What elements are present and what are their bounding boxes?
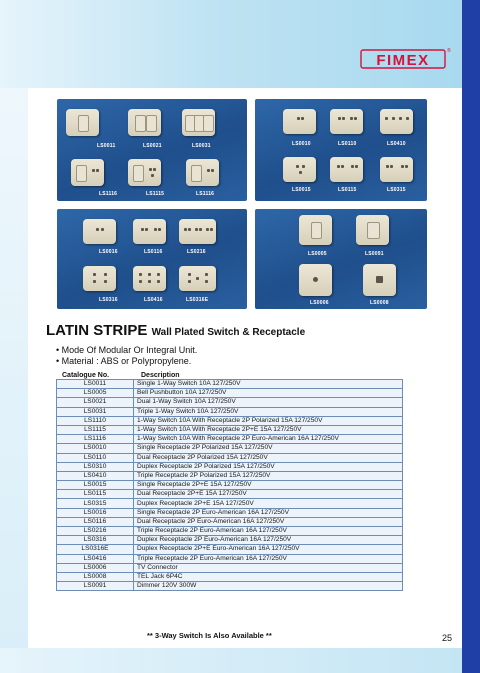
product-code: LS0021 (143, 143, 162, 149)
table-row (57, 462, 403, 471)
catalogue-number: LS0216 (57, 527, 134, 536)
receptacle-plate (133, 219, 166, 244)
table-row (57, 554, 403, 563)
catalogue-number: LS0316E (57, 545, 134, 554)
switch-receptacle-plate (186, 159, 219, 186)
product-description: Dimmer 120V 300W (134, 582, 403, 591)
tel-jack-plate (363, 264, 396, 296)
receptacle-plate (83, 266, 116, 291)
product-description: Single 1-Way Switch 10A 127/250V (134, 380, 403, 389)
table-row (57, 380, 403, 389)
product-code: LS0008 (370, 300, 389, 306)
switch-plate (128, 109, 161, 136)
product-code: LS0091 (365, 251, 384, 257)
table-row (57, 407, 403, 416)
product-description: TV Connector (134, 563, 403, 572)
product-code: LS0416 (144, 297, 163, 303)
feature-item: • Material : ABS or Polypropylene. (56, 356, 197, 367)
product-description: Triple Receptacle 2P Polarized 15A 127/250V (134, 471, 403, 480)
footer-band (0, 648, 462, 673)
page-number: 25 (442, 633, 453, 643)
catalogue-table (56, 379, 403, 591)
receptacle-plate (179, 266, 216, 291)
catalogue-number: LS0315 (57, 499, 134, 508)
catalogue-number: LS0115 (57, 490, 134, 499)
title-subtitle: Wall Plated Switch & Receptacle (151, 327, 306, 338)
product-code: LS0316E (186, 297, 209, 303)
catalogue-number: LS0021 (57, 398, 134, 407)
switch-receptacle-plate (128, 159, 161, 186)
product-code: LS0006 (310, 300, 329, 306)
product-description: Dual Receptacle 2P Polarized 15A 127/250V (134, 453, 403, 462)
receptacle-plate (330, 109, 363, 134)
product-code: LS0315 (387, 187, 406, 193)
receptacle-plate (283, 109, 316, 134)
catalogue-number: LS0416 (57, 554, 134, 563)
catalogue-number: LS0006 (57, 563, 134, 572)
svg-text:FIMEX: FIMEX (376, 52, 430, 69)
product-description: 1-Way Switch 10A With Receptacle 2P Polarized 15A 127/250V (134, 416, 403, 425)
product-description: TEL Jack 6P4C (134, 572, 403, 581)
product-panel-special (255, 209, 427, 309)
product-code: LS0015 (292, 187, 311, 193)
availability-note: ** 3-Way Switch Is Also Available ** (147, 631, 272, 640)
table-row (57, 545, 403, 554)
table-row (57, 582, 403, 591)
catalogue-number: LS1110 (57, 416, 134, 425)
catalogue-number: LS0310 (57, 462, 134, 471)
catalogue-number: LS0091 (57, 582, 134, 591)
product-code: LS0031 (192, 143, 211, 149)
product-panel-euro-receptacles (57, 209, 247, 309)
table-row (57, 490, 403, 499)
page-title (46, 322, 305, 339)
product-description: Triple 1-Way Switch 10A 127/250V (134, 407, 403, 416)
table-row (57, 416, 403, 425)
bell-pushbutton-plate (299, 215, 332, 245)
receptacle-plate (179, 219, 216, 244)
product-code: LS1116 (99, 191, 118, 197)
column-header-catalogue: Catalogue No. (62, 372, 110, 379)
product-code: LS0011 (97, 143, 116, 149)
catalogue-number: LS0005 (57, 389, 134, 398)
title-main: LATIN STRIPE (46, 322, 148, 339)
catalogue-number: LS1116 (57, 435, 134, 444)
product-description: Dual Receptacle 2P Euro-American 16A 127/250V (134, 517, 403, 526)
product-code: LS0110 (338, 141, 357, 147)
product-description: Dual 1-Way Switch 10A 127/250V (134, 398, 403, 407)
product-description: 1-Way Switch 10A With Receptacle 2P+E 15A 127/250V (134, 425, 403, 434)
product-panel-receptacles (255, 99, 427, 201)
product-code: LS0005 (308, 251, 327, 257)
receptacle-plate (83, 219, 116, 244)
catalogue-number: LS0116 (57, 517, 134, 526)
table-row (57, 471, 403, 480)
product-description: Dual Receptacle 2P+E 15A 127/250V (134, 490, 403, 499)
receptacle-plate (330, 157, 363, 182)
receptacle-plate (380, 157, 413, 182)
catalogue-number: LS0316 (57, 536, 134, 545)
table-row (57, 563, 403, 572)
catalogue-number: LS0011 (57, 380, 134, 389)
catalogue-number: LS1115 (57, 425, 134, 434)
product-code: LS0016 (99, 249, 118, 255)
table-row (57, 398, 403, 407)
product-description: Duplex Receptacle 2P Polarized 15A 127/250V (134, 462, 403, 471)
header-band (0, 0, 462, 88)
product-code: LS0410 (387, 141, 406, 147)
product-code: LS0116 (144, 249, 163, 255)
catalogue-number: LS0016 (57, 508, 134, 517)
switch-plate (182, 109, 215, 136)
table-row (57, 389, 403, 398)
table-row (57, 527, 403, 536)
catalogue-number: LS0010 (57, 444, 134, 453)
product-description: Single Receptacle 2P+E 15A 127/250V (134, 481, 403, 490)
switch-plate (66, 109, 99, 136)
product-description: Triple Receptacle 2P Euro-American 16A 127/250V (134, 527, 403, 536)
left-decor-strip (0, 88, 28, 673)
fimex-logo (360, 46, 450, 72)
tv-connector-plate (299, 264, 332, 296)
product-description: Bell Pushbutton 10A 127/250V (134, 389, 403, 398)
catalogue-number: LS0031 (57, 407, 134, 416)
table-row (57, 536, 403, 545)
table-row (57, 444, 403, 453)
table-row (57, 425, 403, 434)
feature-list (56, 345, 197, 367)
product-description: 1-Way Switch 10A With Receptacle 2P Euro-American 16A 127/250V (134, 435, 403, 444)
catalogue-number: LS0110 (57, 453, 134, 462)
table-row (57, 453, 403, 462)
product-description: Duplex Receptacle 2P Euro-American 16A 127/250V (134, 536, 403, 545)
dimmer-plate (356, 215, 389, 245)
product-code: LS0316 (99, 297, 118, 303)
product-description: Single Receptacle 2P Euro-American 16A 127/250V (134, 508, 403, 517)
product-code: LS1115 (146, 191, 165, 197)
table-row (57, 572, 403, 581)
column-header-description: Description (141, 372, 180, 379)
product-description: Duplex Receptacle 2P+E Euro-American 16A 127/250V (134, 545, 403, 554)
product-code: LS0115 (338, 187, 357, 193)
catalogue-number: LS0008 (57, 572, 134, 581)
receptacle-plate (133, 266, 166, 291)
catalogue-number: LS0410 (57, 471, 134, 480)
table-row (57, 517, 403, 526)
right-accent-bar (462, 0, 480, 673)
product-panel-switches (57, 99, 247, 201)
product-code: LS0010 (292, 141, 311, 147)
catalogue-number: LS0015 (57, 481, 134, 490)
feature-item: • Mode Of Modular Or Integral Unit. (56, 345, 197, 356)
receptacle-plate (283, 157, 316, 182)
receptacle-plate (380, 109, 413, 134)
product-description: Single Receptacle 2P Polarized 15A 127/250V (134, 444, 403, 453)
product-description: Duplex Receptacle 2P+E 15A 127/250V (134, 499, 403, 508)
table-row (57, 481, 403, 490)
product-code: LS1116 (196, 191, 215, 197)
table-row (57, 435, 403, 444)
table-row (57, 499, 403, 508)
switch-receptacle-plate (71, 159, 104, 186)
svg-text:®: ® (447, 48, 451, 54)
product-description: Triple Receptacle 2P Euro-American 16A 127/250V (134, 554, 403, 563)
product-code: LS0216 (187, 249, 206, 255)
table-row (57, 508, 403, 517)
